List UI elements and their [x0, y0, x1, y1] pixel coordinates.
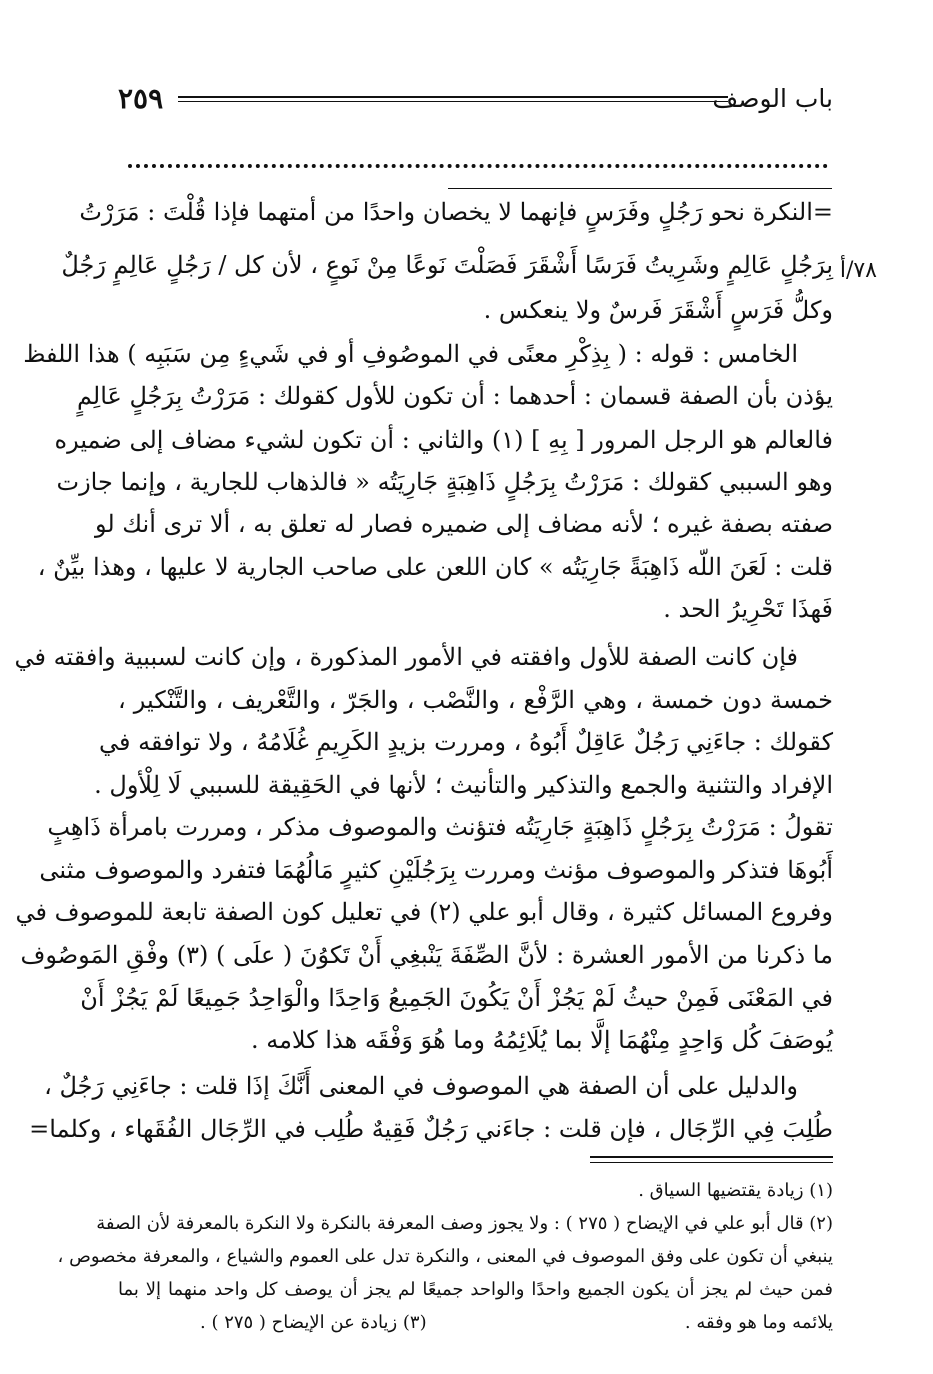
body-line: يؤذن بأن الصفة قسمان : أحدهما : أن تكون للأول كقولك : مَرَرْتُ بِرَجُلٍ عَالِمٍ: [76, 382, 833, 410]
body-line: الخامس : قوله : ( بِذِكْرِ معنًى في الموصُوفِ أو في شَيءٍ مِن سَبَبِه ) هذا اللفظ: [23, 340, 798, 368]
footnote-line: (١) زيادة يقتضيها السياق .: [638, 1180, 833, 1201]
manuscript-folio-marker: ٧٨/أ: [839, 258, 877, 283]
body-line: بِرَجُلٍ عَالِمٍ وشَرِيتُ فَرَسًا أَشْقَرَ فَصَلْتَ نَوعًا مِنْ نَوعٍ ، لأن كل / رَجُلٍ عَالِمٍ رَجُلٌ: [61, 251, 833, 279]
body-line: أَبُوهَا فتذكر والموصوف مؤنث ومررت بِرَجُلَيْنِ كثيرٍ مَالُهُمَا فتفرد والموصوف مثنى: [39, 856, 833, 884]
footnote-line: فمن حيث لم يجز أن يكون الجميع واحدًا والواحد جميعًا لم يجز أن يوصف كل واحد منهما إلا بما: [118, 1279, 833, 1300]
dotted-divider: [128, 164, 828, 168]
page-number: ٢٥٩: [118, 82, 164, 115]
chapter-title: باب الوصف: [712, 84, 833, 113]
body-line: كقولك : جاءَنِي رَجُلٌ عَاقِلٌ أَبُوهُ ، ومررت بزيدٍ الكَرِيمِ غُلَامُهُ ، ولا توافقه في: [99, 728, 833, 756]
body-line: وفروع المسائل كثيرة ، وقال أبو علي (٢) في تعليل كون الصفة تابعة للموصوف في: [15, 898, 833, 926]
body-line: خمسة دون خمسة ، وهي الرَّفْع ، والنَّصْب ، والجَرّ ، والتَّعْريف ، والتَّنْكير ،: [118, 686, 833, 714]
header-rule: [178, 96, 728, 98]
footnote-line: (٣) زيادة عن الإيضاح ( ٢٧٥ ) .: [200, 1312, 427, 1333]
section-rule: [448, 188, 832, 189]
body-line: تقولُ : مَرَرْتُ بِرَجُلٍ ذَاهِبَةٍ جَارِيَتُه فتؤنث والموصوف مذكر ، ومررت بامرأة ذَاهِبٍ: [47, 813, 833, 841]
footnote-line: يلائمه وما هو وفقه .: [684, 1312, 833, 1333]
body-line: في المَعْنَى فَمِنْ حيثُ لَمْ يَجُزْ أَنْ يَكُونَ الجَمِيعُ وَاحِدًا والْوَاحِدُ جَمِيعًا لَمْ يَجُزْ أَنْ: [80, 984, 833, 1012]
body-line: ما ذكرنا من الأمور العشرة : لأنَّ الصِّفَةَ يَنْبغِي أَنْ تَكوُنَ ( علَى ) (٣) وفْقِ المَوصُوف: [20, 941, 833, 969]
header-rule-thin: [178, 101, 728, 102]
footnote-line: (٢) قال أبو علي في الإيضاح ( ٢٧٥ ) : ولا يجوز وصف المعرفة بالنكرة ولا النكرة بالمعرفة لأن الصفة: [96, 1213, 833, 1234]
body-line: =النكرة نحو رَجُلٍ وفَرَسٍ فإنهما لا يخصان واحدًا من أمتهما فإذا قُلْتَ : مَرَرْتُ: [79, 198, 833, 226]
body-line: فالعالم هو الرجل المرور [ بِهِ ] (١) والثاني : أن تكون لشيء مضاف إلى ضميره: [54, 426, 833, 454]
body-line: والدليل على أن الصفة هي الموصوف في المعنى أَنَّكَ إذَا قلت : جاءَنِي رَجُلٌ ،: [44, 1072, 798, 1100]
body-line: الإفراد والتثنية والجمع والتذكير والتأنيث ؛ لأنها في الحَقِيقة للسببي لَا لِلْأول .: [94, 771, 833, 799]
body-line: وهو السببي كقولك : مَرَرْتُ بِرَجُلٍ ذَاهِبَةٍ جَارِيَتُه « فالذهاب للجارية ، وإنما جازت: [56, 468, 833, 496]
body-line: فَهذَا تَحْرِيرُ الحد .: [663, 595, 833, 623]
body-line: يُوصَفَ كُل وَاحِدٍ مِنْهُمَا إلَّا بما يُلَائِمُهُ وما هُوَ وَفْقَه هذا كلامه .: [250, 1026, 833, 1054]
body-line: فإن كانت الصفة للأول وافقته في الأمور المذكورة ، وإن كانت لسببية وافقته في: [14, 643, 798, 671]
body-line: طُلِبَ فِي الرِّجَال ، فإن قلت : جاءَني رَجُلٌ فَقِيهٌ طُلِب في الرِّجَال الفُقَهاء ، وكلما=: [29, 1115, 833, 1143]
footnote-line: ينبغي أن تكون على وفق الموصوف في المعنى ، والنكرة تدل على العموم والشياع ، والمعرفة مخصوص ،: [57, 1246, 833, 1267]
body-line: قلت : لَعَنَ اللّه ذَاهِبَةً جَارِيَتُه » كان اللعن على صاحب الجارية لا عليها ، وهذا بيِّنٌ ،: [37, 553, 833, 581]
footnote-rule-thin: [590, 1162, 833, 1163]
body-line: وكلُّ فَرَسٍ أَشْقَرَ فَرسٌ ولا ينعكس .: [483, 296, 833, 324]
footnote-rule: [590, 1156, 833, 1158]
body-line: صفته بصفة غيره ؛ لأنه مضاف إلى ضميره فصار له تعلق به ، ألا ترى أنك لو: [94, 510, 833, 538]
